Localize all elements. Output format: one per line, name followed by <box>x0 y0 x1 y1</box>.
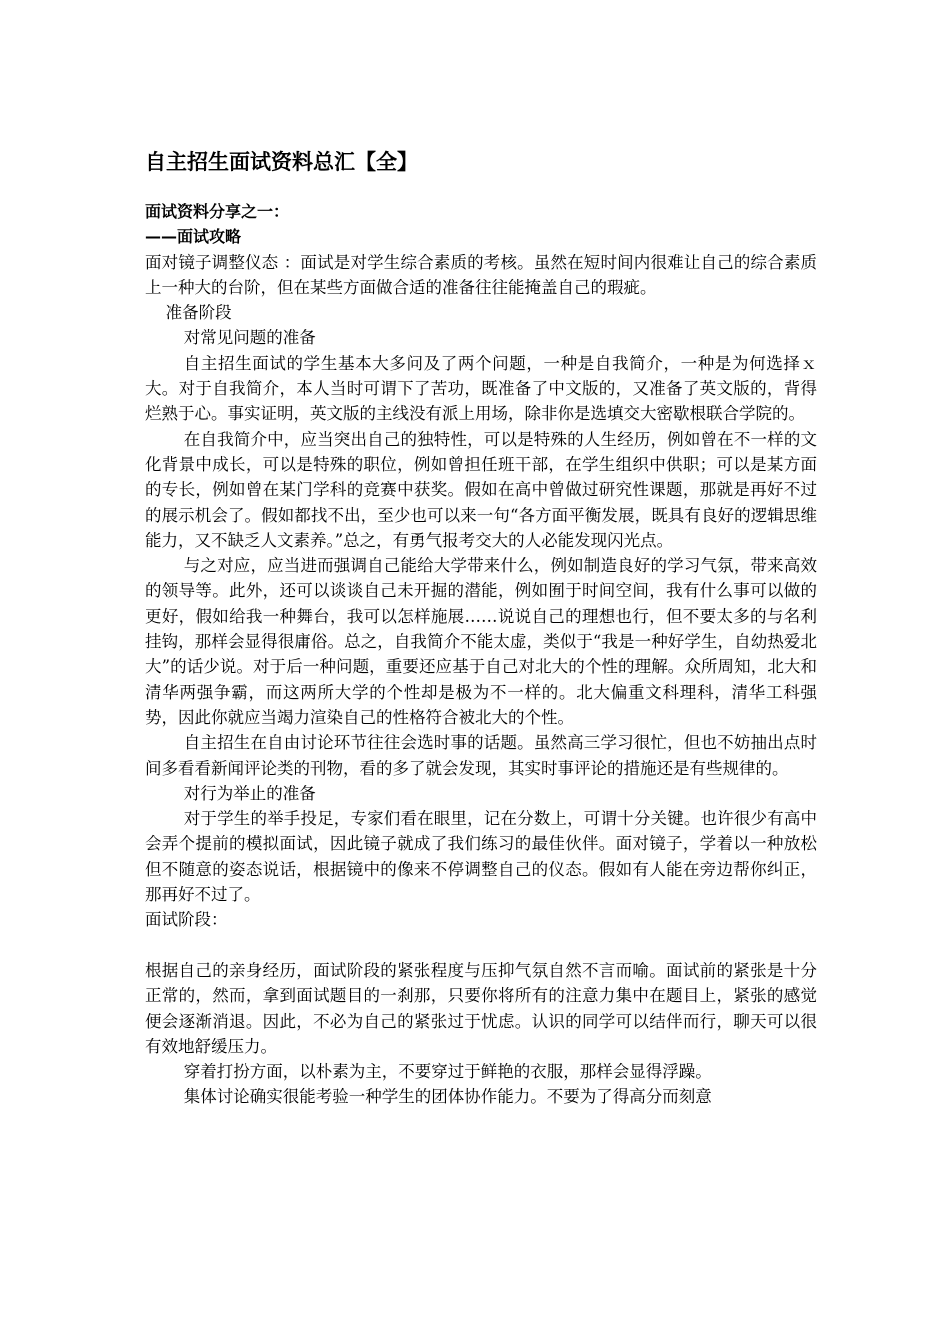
paragraph-intro: 面对镜子调整仪态 ：面试是对学生综合素质的考核。虽然在短时间内很难让自己的综合素质上一种大的台阶，但在某些方面做合适的准备往往能掩盖自己的瑕疵。 <box>145 252 817 297</box>
paragraph-common-questions: 对常见问题的准备 <box>183 328 316 348</box>
paragraph-nervousness: 根据自己的亲身经历，面试阶段的紧张程度与压抑气氛自然不言而喻。面试前的紧张是十分正常的，然而，拿到面试题目的一刹那，只要你将所有的注意力集中在题目上，紧张的感觉便会逐渐消退。因此，不必为自己的紧张过于忧虑。认识的同学可以结伴而行，聊天可以很有效地舒缓压力。 <box>145 960 817 1056</box>
section-heading: 面试资料分享之一： <box>145 202 290 221</box>
paragraph-behavior-heading: 对行为举止的准备 <box>183 783 316 803</box>
paragraph-stage-preparation: 准备阶段 <box>165 303 232 323</box>
paragraph-interview-stage: 面试阶段： <box>145 910 228 930</box>
document-title: 自主招生面试资料总汇【全】 <box>145 150 418 174</box>
paragraph-mirror-practice: 对于学生的举手投足，专家们看在眼里，记在分数上，可谓十分关键。也许很少有高中会弄个提前的模拟面试，因此镜子就成了我们练习的最佳伙伴。面对镜子，学着以一种放松但不随意的姿态说话，根据镜中的像来不停调整自己的仪态。假如有人能在旁边帮你纠正，那再好不过了。 <box>145 809 817 905</box>
paragraph-self-intro: 自主招生面试的学生基本大多问及了两个问题，一种是自我简介，一种是为何选择ｘ大。对于自我简介，本人当时可谓下了苦功，既准备了中文版的，又准备了英文版的，背得烂熟于心。事实证明，英文版的主线没有派上用场，除非你是选填交大密歇根联合学院的。 <box>145 353 817 424</box>
paragraph-group-discussion: 集体讨论确实很能考验一种学生的团体协作能力。不要为了得高分而刻意 <box>183 1087 712 1107</box>
blank-line <box>145 933 817 958</box>
paragraph-contribution: 与之对应，应当进而强调自己能给大学带来什么，例如制造良好的学习气氛，带来高效的领导等。此外，还可以谈谈自己未开掘的潜能，例如囿于时间空间，我有什么事可以做的更好，假如给我一种舞台，我可以怎样施展……说说自己的理想也行，但不要太多的与名利挂钩，那样会显得很庸俗。总之，自我简介不能太虚，类似于“我是一种好学生，自幼热爱北大”的话少说。对于后一种问题，重要还应基于自己对北大的个性的理解。众所周知，北大和清华两强争霸，而这两所大学的个性却是极为不一样的。北大偏重文科理科，清华工科强势，因此你就应当竭力渲染自己的性格符合被北大的个性。 <box>145 556 817 727</box>
paragraph-current-affairs: 自主招生在自由讨论环节往往会选时事的话题。虽然高三学习很忙，但也不妨抽出点时间多看看新闻评论类的刊物，看的多了就会发现，其实时事评论的措施还是有些规律的。 <box>145 733 817 778</box>
sub-heading: ——面试攻略 <box>145 227 242 247</box>
paragraph-attire: 穿着打扮方面，以朴素为主，不要穿过于鲜艳的衣服，那样会显得浮躁。 <box>183 1062 712 1082</box>
document-body <box>145 199 817 1110</box>
paragraph-uniqueness: 在自我简介中，应当突出自己的独特性，可以是特殊的人生经历，例如曾在不一样的文化背景中成长，可以是特殊的职位，例如曾担任班干部，在学生组织中供职；可以是某方面的专长，例如曾在某门学科的竞赛中获奖。假如在高中曾做过研究性课题，那就是再好不过的展示机会了。假如都找不出，至少也可以来一句“各方面平衡发展，既具有良好的逻辑思维能力，又不缺乏人文素养。”总之，有勇气报考交大的人必能发现闪光点。 <box>145 429 817 550</box>
